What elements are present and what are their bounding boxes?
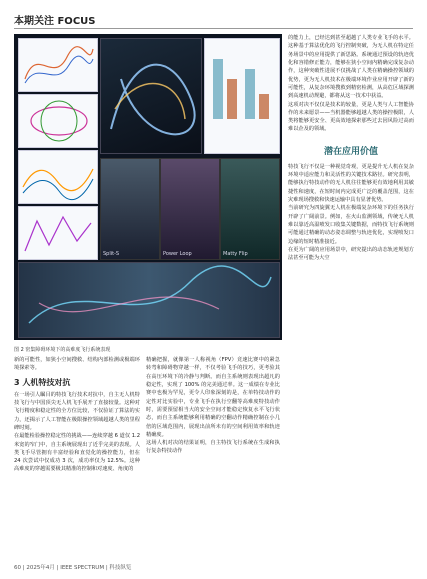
photo-label: Power Loop xyxy=(163,251,192,257)
light-trail-graphic xyxy=(101,39,201,153)
paragraph: 在一场引人瞩目的特技飞行技术对抗中，自主无人机特技飞行与中国顶尖无人机飞手展开了直接较量。这种对飞行精度和稳定性的全方位比较，不仅验证了算法的实力，还揭示了人工智能在极限操控领域超越人类的里程碑时刻。 xyxy=(14,391,140,431)
paragraph: 这项对决不仅仅是技术的较量，更是人类与人工智能协作的未来愿景——当机器能够超越人类的操控极限，人类将能够更安全、更高效地探索那些过去因风险过高而难以企及的领域。 xyxy=(288,101,414,133)
photo-label: Split-S xyxy=(103,251,120,257)
paragraph: 这场人机对决的结果证明，自主特技飞行系统在生成和执行复杂特技动作 xyxy=(146,440,280,455)
plot-panel-1 xyxy=(18,38,98,92)
photo-label: Matty Flip xyxy=(223,251,248,257)
paragraph: 在最能检验操控稳定性的挑战——连续穿越 6 道仅 1.2 米宽的窄门中，自主系统展现出了近乎完美的表现。人类飞手尽管拥有丰富经验和直觉化的操控能力，但在 24 次尝试中仅成功 3 次，成功率仅为 12.5%。这种高难度的穿越需要极其精准的控制和对速度、角度的 xyxy=(14,433,140,473)
experiment-photo-split-s xyxy=(100,158,160,260)
paragraph: 新的可能性，如狭小空间搜救、结构内部检测或极端环境探索等。 xyxy=(14,357,140,372)
text-column-1 xyxy=(14,356,140,474)
flight-arena-image xyxy=(100,38,202,154)
experiment-photo-power-loop xyxy=(160,158,220,260)
experiment-photo-matty-flip xyxy=(220,158,280,260)
trajectory-plot-4 xyxy=(19,207,97,259)
results-panel xyxy=(204,38,280,154)
arena-strip-image xyxy=(18,262,280,338)
figure xyxy=(14,34,282,340)
section-heading: 潜在应用价值 xyxy=(323,146,378,157)
plot-panel-2 xyxy=(18,94,98,148)
text-column-2 xyxy=(146,356,280,456)
header-divider xyxy=(14,28,413,29)
plot-panel-3 xyxy=(18,150,98,204)
plot-panel-4 xyxy=(18,206,98,260)
paragraph: 特技飞行不仅是一种视觉奇观，更是提升无人机在复杂环境中适应能力和灵活性的关键技术路径。研究表明，能够执行特技动作的无人机往往能够更有效地利用其敏捷性和速度，在短时间内完成更广泛的覆盖范围，这在灾难现场搜救和快速运输中具有显著优势。 xyxy=(288,163,414,203)
paragraph: 精确把握，就像第一人称视角（FPV）竞速比赛中的紧急转弯和障碍物穿越一样，不仅考验飞手的技巧，更考验其在高压环境下的冷静与判断。而自主系统则表现出超凡的稳定性，实现了 100% 的完美通过率。这一成绩在专业比赛中也极为罕见，更令人印象深刻的是，在单特技动作的定性对比实验中，专业飞手在执行空翻等高难度特技动作时，需要预留相当大的安全空间才能稳定恢复水平飞行状态，而自主系统能够利用精确的空翻动作精确控制在小几倍的区域范围内，展现出前所未有的空间利用效率和轨迹精确度。 xyxy=(146,357,280,438)
trajectory-plot-2 xyxy=(19,95,97,147)
page-footer: 60 | 2025年4月 | IEEE SPECTRUM | 科技纵览 xyxy=(14,565,132,571)
results-plot xyxy=(205,39,279,153)
trajectory-plot-1 xyxy=(19,39,97,91)
section-header: 本期关注 FOCUS xyxy=(14,16,96,27)
paragraph: 的能力上，已经达到甚至超越了人类专业飞手的水平。这种基于算法优化的飞行控制突破，为无人机在特定任务场景中的应用提供了新思路。系统通过预设的轨迹优化和容错修正能力，能够在狭小空间内精确完成复杂动作，这种突破性进展不仅挑战了人类在精确操控领域的优势，更为无人机技术在极端环境作业应用开辟了新的可能性，从复杂环境搜救到精密检测，从高危区域探测到高速机动规避，都将从这一技术中获益。 xyxy=(288,35,414,100)
paragraph: 当前研究为四旋翼无人机在极端复杂环境下的任务执行开辟了广阔前景。例如，在火山监测领域，传统无人机难以靠近高温喷发口收集关键数据，而特技飞行系统则可能通过精确的动态姿态调整与轨迹优化，实现喷发口边缘的短时精准接近。 xyxy=(288,205,414,245)
text-column-3 xyxy=(288,34,414,263)
paragraph: 在更为广阔的应用场景中，研究提出的动态轨迹规划方法甚至可能为大空 xyxy=(288,246,414,262)
section-heading: 3 人机特技对抗 xyxy=(14,377,71,387)
trajectory-plot-3 xyxy=(19,151,97,203)
arena-light-trails xyxy=(19,263,279,337)
figure-caption: 图 2 密集障碍环境下的高难度飞行系统表现 xyxy=(14,347,111,353)
